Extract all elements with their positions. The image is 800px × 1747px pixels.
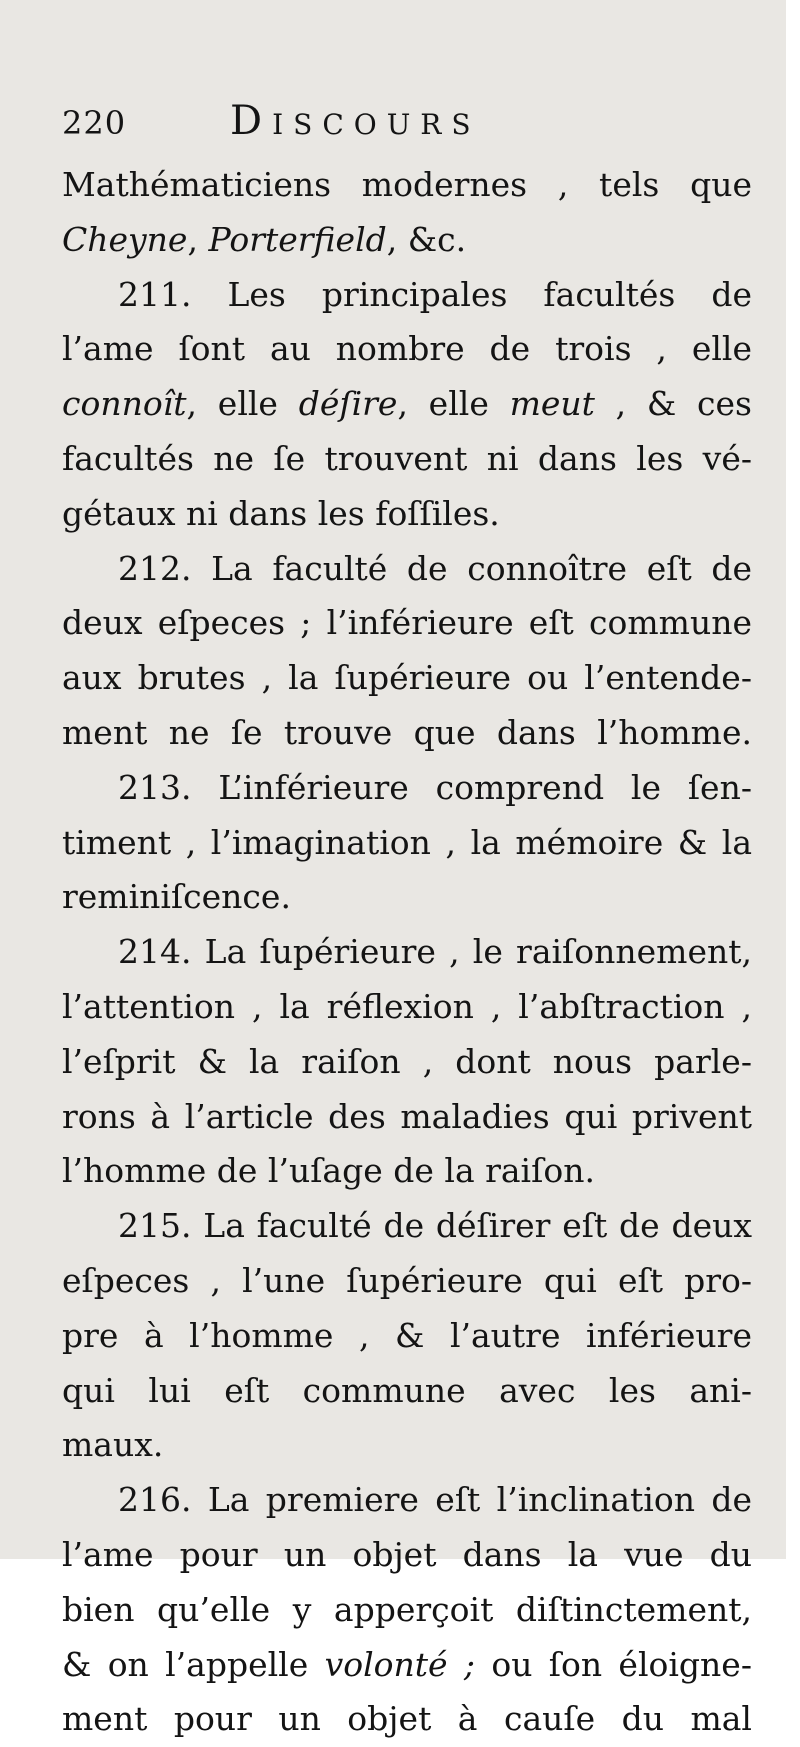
text-run: l’homme de l’uſage de la raiſon. <box>62 1151 595 1191</box>
text-line <box>62 1309 752 1364</box>
text-line <box>62 1035 752 1090</box>
text-line <box>62 980 752 1035</box>
text-line <box>62 761 752 816</box>
text-run: 212. La faculté de connoître eſt de <box>118 548 752 588</box>
text-line <box>62 1473 752 1528</box>
text-line <box>62 158 752 213</box>
text-line <box>62 377 752 432</box>
text-run: , & ces <box>594 384 752 424</box>
text-line <box>62 596 752 651</box>
text-line <box>62 1418 752 1473</box>
italic-text: Porterfield <box>208 219 387 259</box>
running-head: Discours <box>230 98 481 144</box>
text-run: timent , l’imagination , la mémoire & la <box>62 822 752 862</box>
text-run: ment pour un objet à cauſe du mal <box>62 1699 752 1739</box>
text-run: Mathématiciens modernes , tels que <box>62 165 752 204</box>
text-run: 215. La faculté de déſirer eſt de deux <box>118 1206 752 1246</box>
italic-text: déſire <box>298 384 398 424</box>
text-run: deux eſpeces ; l’inférieure eſt commune <box>62 603 752 643</box>
text-line <box>62 1692 752 1747</box>
text-line <box>62 816 752 871</box>
text-run: 213. L’inférieure comprend le ſen- <box>118 767 752 807</box>
text-line <box>62 651 752 706</box>
text-line <box>62 487 752 542</box>
text-line <box>62 268 752 323</box>
text-run: pre à l’homme , & l’autre inférieure <box>62 1315 752 1355</box>
text-run: qui lui eſt commune avec les ani- <box>62 1370 752 1410</box>
text-run: ment ne ſe trouve que dans l’homme. <box>62 712 752 752</box>
page-number: 220 <box>62 104 127 142</box>
text-line <box>62 1583 752 1638</box>
text-line <box>62 322 752 377</box>
text-run: aux brutes , la ſupérieure ou l’entende- <box>62 658 752 698</box>
text-run: & on l’appelle <box>62 1644 325 1684</box>
text-run: , elle <box>397 384 510 424</box>
text-run: l’ame pour un objet dans la vue du <box>62 1534 752 1574</box>
text-run: rons à l’article des maladies qui privent <box>62 1096 752 1136</box>
text-line <box>62 1144 752 1199</box>
text-line <box>62 1638 752 1693</box>
italic-text: connoît <box>62 384 187 424</box>
italic-text: Cheyne <box>62 219 188 259</box>
text-run: 211. Les principales facultés de <box>118 274 752 314</box>
text-line <box>62 1199 752 1254</box>
text-run: , elle <box>186 384 299 424</box>
text-run: eſpeces , l’une ſupérieure qui eſt pro- <box>62 1260 752 1300</box>
text-run: , <box>187 219 209 259</box>
text-run: l’eſprit & la raiſon , dont nous parle- <box>62 1041 752 1081</box>
text-line <box>62 706 752 761</box>
text-line <box>62 432 752 487</box>
text-line <box>62 1364 752 1419</box>
text-run: 214. La ſupérieure , le raiſonnement, <box>118 932 752 972</box>
text-run: l’ame ſont au nombre de trois , elle <box>62 329 752 369</box>
text-line <box>62 1528 752 1583</box>
text-line <box>62 1254 752 1309</box>
text-line <box>62 1090 752 1145</box>
text-line <box>62 870 752 925</box>
page-header <box>62 98 742 150</box>
text-run: reminiſcence. <box>62 877 291 917</box>
text-line <box>62 925 752 980</box>
text-run: l’attention , la réflexion , l’abſtraction , <box>62 986 752 1026</box>
text-run: bien qu’elle y apperçoit diſtinctement, <box>62 1589 752 1629</box>
text-run: ou ſon éloigne- <box>475 1644 752 1684</box>
text-run: maux. <box>62 1425 164 1465</box>
body-text <box>62 158 752 1747</box>
text-run: facultés ne ſe trouvent ni dans les vé- <box>62 438 752 478</box>
italic-text: meut <box>509 384 595 424</box>
text-line <box>62 213 752 268</box>
italic-text: volonté ; <box>324 1644 476 1684</box>
text-run: 216. La premiere eſt l’inclination de <box>118 1480 752 1520</box>
text-line <box>62 542 752 597</box>
text-run: gétaux ni dans les foſſiles. <box>62 493 500 533</box>
text-run: , &c. <box>386 219 467 259</box>
